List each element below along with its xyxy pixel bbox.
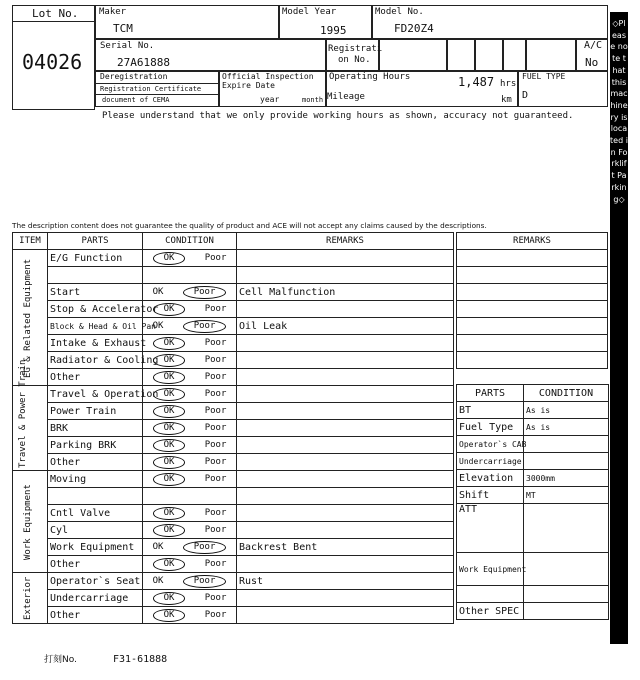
spec-part: BT bbox=[457, 402, 524, 419]
spec-table bbox=[456, 384, 609, 620]
condition-row bbox=[13, 250, 454, 267]
ok-mark-circled: OK bbox=[153, 609, 186, 622]
part-name: Intake & Exhaust bbox=[48, 335, 143, 352]
spec-part: Work Equipment bbox=[457, 553, 524, 586]
ok-mark: OK bbox=[152, 542, 164, 552]
condition-cell bbox=[143, 590, 237, 607]
serial-value: 27A61888 bbox=[117, 56, 170, 69]
condition-row bbox=[13, 539, 454, 556]
remarks-header: REMARKS bbox=[237, 233, 454, 250]
spec-value bbox=[524, 553, 609, 586]
ok-mark-circled: OK bbox=[153, 252, 186, 265]
remark-cell bbox=[237, 454, 454, 471]
reg-slot-4 bbox=[503, 39, 526, 71]
poor-mark: Poor bbox=[204, 593, 227, 603]
part-name: BRK bbox=[48, 420, 143, 437]
item-group-label: Travel & Power Train bbox=[18, 359, 28, 468]
part-name: Stop & Accelerator bbox=[48, 301, 143, 318]
remark-cell bbox=[237, 590, 454, 607]
remark-cell bbox=[237, 335, 454, 352]
year-label: year bbox=[260, 95, 280, 104]
remarks-line bbox=[457, 352, 608, 369]
part-name: Operator`s Seat bbox=[48, 573, 143, 590]
remark-cell bbox=[237, 403, 454, 420]
remark-cell bbox=[237, 522, 454, 539]
spec-value bbox=[524, 436, 609, 453]
model-year-label: Model Year bbox=[282, 7, 337, 17]
condition-cell bbox=[143, 471, 237, 488]
poor-mark: Poor bbox=[204, 423, 227, 433]
spec-value: MT bbox=[524, 487, 609, 504]
part-name: Other bbox=[48, 454, 143, 471]
part-name: Block & Head & Oil Pan bbox=[48, 318, 143, 335]
km-unit: km bbox=[501, 95, 512, 105]
part-name: Work Equipment bbox=[48, 539, 143, 556]
poor-mark: Poor bbox=[204, 304, 227, 314]
model-no-value: FD20Z4 bbox=[394, 22, 434, 35]
fuel-type-label: FUEL TYPE bbox=[522, 72, 566, 81]
ok-mark-circled: OK bbox=[153, 524, 186, 537]
condition-row bbox=[13, 573, 454, 590]
location-sidebar bbox=[610, 12, 628, 644]
inspection-label-2: Expire Date bbox=[222, 81, 275, 90]
poor-mark: Poor bbox=[204, 355, 227, 365]
disclaimer: The description content does not guarantee the quality of product and ACE will not accept any claims caused by the descriptions. bbox=[12, 221, 487, 230]
ok-mark-circled: OK bbox=[153, 371, 186, 384]
spec-part: Shift bbox=[457, 487, 524, 504]
condition-cell bbox=[143, 369, 237, 386]
spec-value bbox=[524, 504, 609, 553]
spec-row bbox=[457, 603, 609, 620]
condition-row bbox=[13, 369, 454, 386]
part-name: Other bbox=[48, 369, 143, 386]
condition-cell bbox=[143, 250, 237, 267]
spec-value: 3000mm bbox=[524, 470, 609, 487]
condition-cell bbox=[143, 505, 237, 522]
remark-cell bbox=[237, 369, 454, 386]
spec-row bbox=[457, 504, 609, 553]
spec-row bbox=[457, 487, 609, 504]
part-name: E/G Function bbox=[48, 250, 143, 267]
spec-row bbox=[457, 453, 609, 470]
remark-cell bbox=[237, 420, 454, 437]
condition-cell bbox=[143, 522, 237, 539]
condition-row bbox=[13, 284, 454, 301]
poor-mark-circled: Poor bbox=[183, 320, 227, 333]
remark-cell bbox=[237, 267, 454, 284]
remarks-side-header: REMARKS bbox=[457, 233, 608, 250]
reg-slot-5 bbox=[526, 39, 576, 71]
condition-cell bbox=[143, 267, 237, 284]
spec-value bbox=[524, 453, 609, 470]
condition-cell bbox=[143, 539, 237, 556]
item-group-cell bbox=[13, 573, 48, 624]
condition-row bbox=[13, 335, 454, 352]
month-label: month bbox=[302, 96, 324, 104]
condition-cell bbox=[143, 318, 237, 335]
hrs-unit: hrs bbox=[500, 79, 517, 89]
remarks-line bbox=[457, 284, 608, 301]
deregistration-divider-2 bbox=[95, 94, 219, 95]
condition-cell bbox=[143, 420, 237, 437]
item-group-cell bbox=[13, 471, 48, 573]
condition-cell bbox=[143, 454, 237, 471]
remark-cell bbox=[237, 556, 454, 573]
part-name: Cyl bbox=[48, 522, 143, 539]
poor-mark: Poor bbox=[204, 525, 227, 535]
ok-mark-circled: OK bbox=[153, 473, 186, 486]
condition-row bbox=[13, 301, 454, 318]
poor-mark: Poor bbox=[204, 372, 227, 382]
spec-value: As is bbox=[524, 419, 609, 436]
remark-cell bbox=[237, 488, 454, 505]
part-name: Start bbox=[48, 284, 143, 301]
ok-mark-circled: OK bbox=[153, 303, 186, 316]
condition-row bbox=[13, 556, 454, 573]
remark-cell: Backrest Bent bbox=[237, 539, 454, 556]
remark-cell bbox=[237, 505, 454, 522]
part-name: Travel & Operation bbox=[48, 386, 143, 403]
part-name bbox=[48, 488, 143, 505]
ok-mark-circled: OK bbox=[153, 592, 186, 605]
remark-cell bbox=[237, 437, 454, 454]
spec-part: Elevation bbox=[457, 470, 524, 487]
reg-slot-2 bbox=[447, 39, 475, 71]
stamp-value: F31-61888 bbox=[113, 654, 168, 665]
maker-label: Maker bbox=[99, 7, 127, 17]
remarks-line bbox=[457, 318, 608, 335]
part-name: Power Train bbox=[48, 403, 143, 420]
condition-table bbox=[12, 232, 454, 624]
condition-row bbox=[13, 386, 454, 403]
remark-cell bbox=[237, 352, 454, 369]
condition-row bbox=[13, 607, 454, 624]
remark-cell bbox=[237, 607, 454, 624]
remarks-line bbox=[457, 250, 608, 267]
part-name: Radiator & Cooling bbox=[48, 352, 143, 369]
remark-cell: Cell Malfunction bbox=[237, 284, 454, 301]
condition-row bbox=[13, 505, 454, 522]
spec-value bbox=[524, 586, 609, 603]
condition-cell bbox=[143, 607, 237, 624]
ok-mark-circled: OK bbox=[153, 354, 186, 367]
condition-row bbox=[13, 454, 454, 471]
registration-label-1: Registrati bbox=[328, 44, 383, 54]
deregistration-divider bbox=[95, 83, 219, 84]
ok-mark-circled: OK bbox=[153, 337, 186, 350]
ok-mark: OK bbox=[152, 576, 164, 586]
model-year-value: 1995 bbox=[320, 24, 347, 37]
part-name bbox=[48, 267, 143, 284]
spec-part: ATT bbox=[457, 504, 524, 553]
hours-value: 1,487 bbox=[458, 75, 495, 89]
spec-part: Fuel Type bbox=[457, 419, 524, 436]
condition-row bbox=[13, 267, 454, 284]
poor-mark: Poor bbox=[204, 440, 227, 450]
remarks-line bbox=[457, 301, 608, 318]
remark-cell: Rust bbox=[237, 573, 454, 590]
stamp-label: 打刻No. bbox=[44, 655, 77, 665]
deregistration-label: Deregistration bbox=[100, 72, 168, 81]
spec-condition-header: CONDITION bbox=[524, 385, 609, 402]
poor-mark-circled: Poor bbox=[183, 541, 227, 554]
poor-mark: Poor bbox=[204, 253, 227, 263]
poor-mark: Poor bbox=[204, 559, 227, 569]
hours-note: Please understand that we only provide working hours as shown, accuracy not guaranteed. bbox=[102, 111, 574, 121]
condition-cell bbox=[143, 284, 237, 301]
spec-part: Other SPEC bbox=[457, 603, 524, 620]
lot-number: 04026 bbox=[22, 50, 83, 74]
condition-row bbox=[13, 352, 454, 369]
ok-mark-circled: OK bbox=[153, 456, 186, 469]
spec-part bbox=[457, 586, 524, 603]
poor-mark: Poor bbox=[204, 389, 227, 399]
model-no-label: Model No. bbox=[375, 7, 424, 17]
reg-slot-3 bbox=[475, 39, 503, 71]
part-name: Undercarriage bbox=[48, 590, 143, 607]
fuel-type-value: D bbox=[522, 90, 529, 101]
spec-row bbox=[457, 586, 609, 603]
poor-mark: Poor bbox=[204, 457, 227, 467]
reg-slot-1 bbox=[379, 39, 447, 71]
poor-mark-circled: Poor bbox=[183, 286, 227, 299]
remarks-line bbox=[457, 335, 608, 352]
ok-mark: OK bbox=[152, 287, 164, 297]
ok-mark: OK bbox=[152, 321, 164, 331]
spec-header-row bbox=[457, 385, 609, 402]
ok-mark-circled: OK bbox=[153, 388, 186, 401]
condition-row bbox=[13, 318, 454, 335]
spec-row bbox=[457, 553, 609, 586]
part-name: Other bbox=[48, 556, 143, 573]
serial-label: Serial No. bbox=[100, 41, 155, 51]
ok-mark-circled: OK bbox=[153, 422, 186, 435]
maker-value: TCM bbox=[113, 22, 133, 35]
condition-row bbox=[13, 437, 454, 454]
condition-cell bbox=[143, 403, 237, 420]
ok-mark-circled: OK bbox=[153, 405, 186, 418]
condition-cell bbox=[143, 335, 237, 352]
spec-parts-header: PARTS bbox=[457, 385, 524, 402]
ac-label: A/C bbox=[584, 40, 603, 51]
ac-value: No bbox=[585, 56, 599, 69]
spec-row bbox=[457, 419, 609, 436]
condition-cell bbox=[143, 437, 237, 454]
spec-value bbox=[524, 603, 609, 620]
sidebar-text: ◇Please note that this machinery is located in Forklift Parking◇ bbox=[610, 19, 628, 204]
part-name: Moving bbox=[48, 471, 143, 488]
poor-mark: Poor bbox=[204, 474, 227, 484]
spec-part: Operator`s CAB bbox=[457, 436, 524, 453]
item-group-cell bbox=[13, 359, 48, 471]
mileage-label: Mileage bbox=[327, 92, 365, 102]
ok-mark-circled: OK bbox=[153, 439, 186, 452]
condition-cell bbox=[143, 573, 237, 590]
condition-header: CONDITION bbox=[143, 233, 237, 250]
condition-cell bbox=[143, 556, 237, 573]
spec-row bbox=[457, 470, 609, 487]
registration-label-2: on No. bbox=[338, 55, 371, 65]
condition-row bbox=[13, 522, 454, 539]
remarks-table bbox=[456, 232, 608, 369]
parts-header: PARTS bbox=[48, 233, 143, 250]
condition-row bbox=[13, 403, 454, 420]
remark-cell bbox=[237, 250, 454, 267]
hours-label: Operating Hours bbox=[329, 72, 411, 82]
ok-mark-circled: OK bbox=[153, 507, 186, 520]
condition-row bbox=[13, 471, 454, 488]
poor-mark: Poor bbox=[204, 610, 227, 620]
poor-mark: Poor bbox=[204, 338, 227, 348]
condition-row bbox=[13, 420, 454, 437]
item-group-label: Exterior bbox=[23, 576, 33, 620]
part-name: Other bbox=[48, 607, 143, 624]
part-name: Parking BRK bbox=[48, 437, 143, 454]
spec-row bbox=[457, 402, 609, 419]
condition-header-row bbox=[13, 233, 454, 250]
lot-label: Lot No. bbox=[32, 7, 79, 20]
reg-certificate-label: Registration Certificate bbox=[100, 85, 202, 93]
ok-mark-circled: OK bbox=[153, 558, 186, 571]
condition-row bbox=[13, 590, 454, 607]
poor-mark: Poor bbox=[204, 508, 227, 518]
remark-cell: Oil Leak bbox=[237, 318, 454, 335]
spec-part: Undercarriage bbox=[457, 453, 524, 470]
item-header: ITEM bbox=[13, 233, 48, 250]
poor-mark: Poor bbox=[204, 406, 227, 416]
spec-value: As is bbox=[524, 402, 609, 419]
item-group-label: Work Equipment bbox=[23, 483, 33, 560]
remark-cell bbox=[237, 471, 454, 488]
condition-cell bbox=[143, 488, 237, 505]
remarks-line bbox=[457, 267, 608, 284]
item-group-label: EG & Related Equipment bbox=[23, 257, 33, 378]
inspection-label-1: Official Inspection bbox=[222, 72, 314, 81]
remark-cell bbox=[237, 386, 454, 403]
condition-row bbox=[13, 488, 454, 505]
poor-mark-circled: Poor bbox=[183, 575, 227, 588]
cema-label: document of CEMA bbox=[102, 96, 170, 104]
spec-row bbox=[457, 436, 609, 453]
part-name: Cntl Valve bbox=[48, 505, 143, 522]
remark-cell bbox=[237, 301, 454, 318]
